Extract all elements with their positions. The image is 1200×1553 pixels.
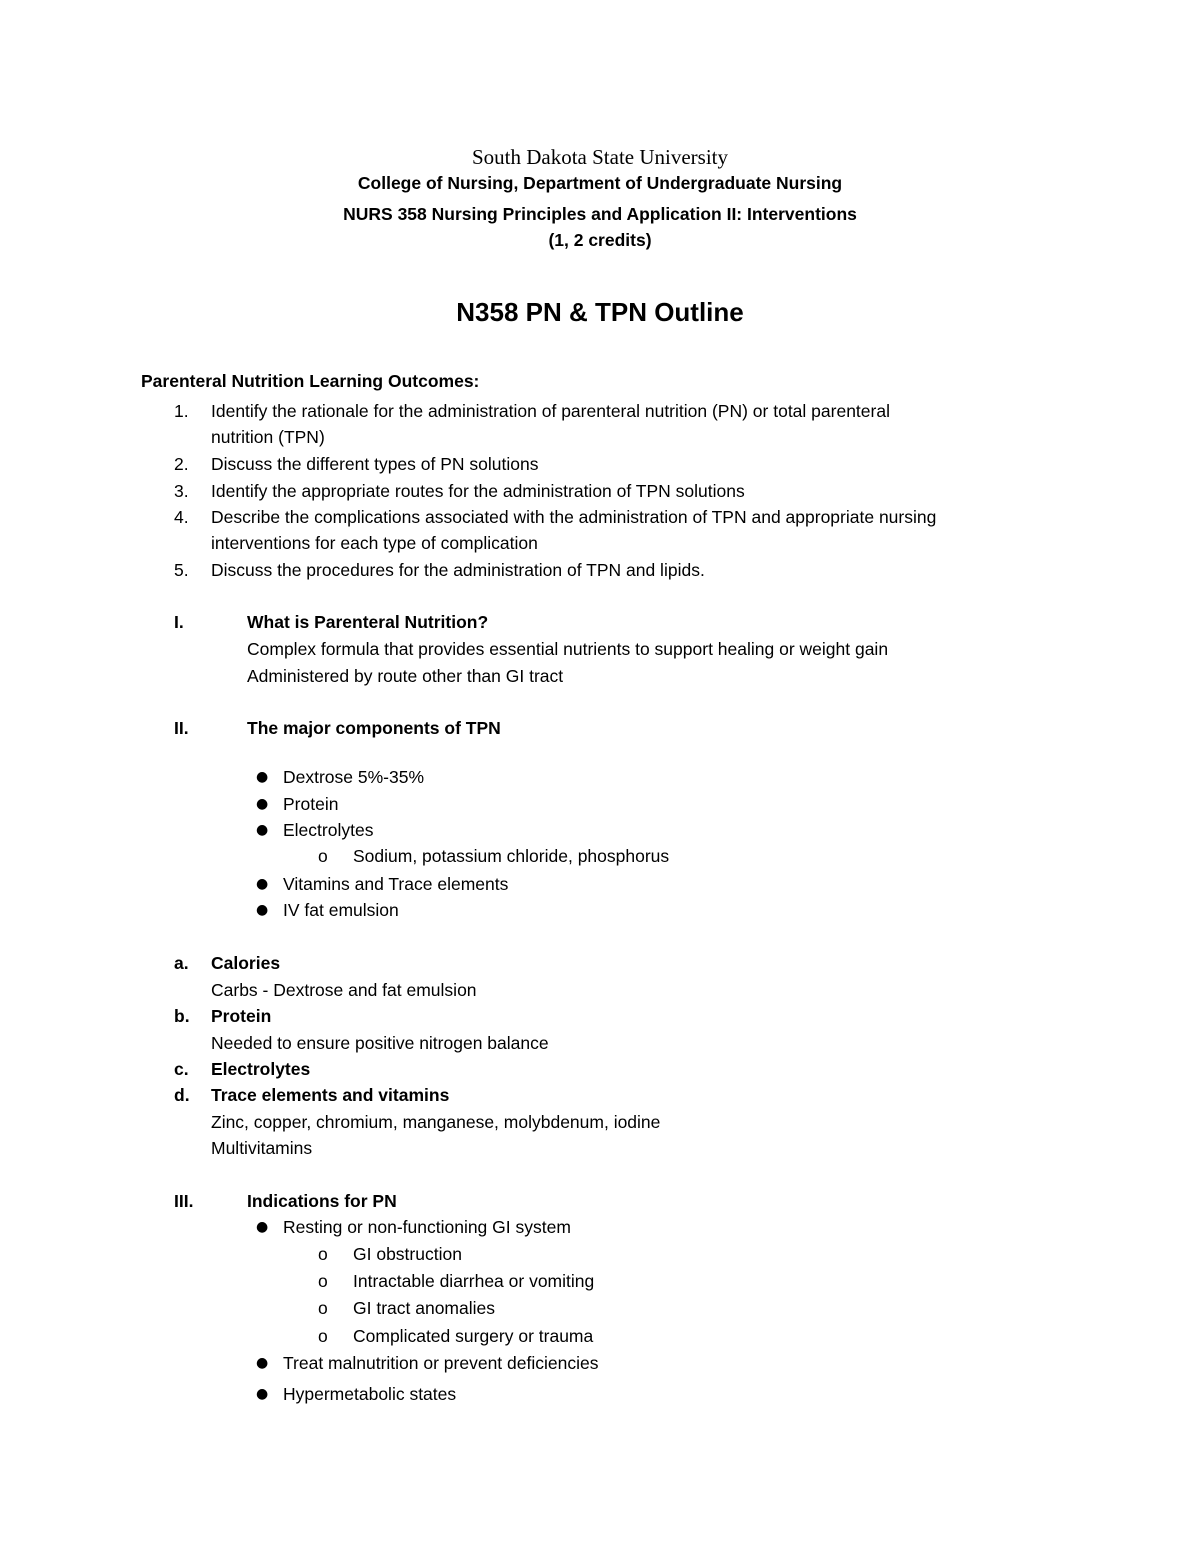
outcome-text-cont: nutrition (TPN) xyxy=(211,427,325,447)
sub-list-item: GI obstruction xyxy=(353,1244,462,1264)
section-text: Complex formula that provides essential nutrients to support healing or weight gain xyxy=(247,639,889,659)
letter-marker: d. xyxy=(174,1085,190,1105)
outcome-text-cont: interventions for each type of complication xyxy=(211,533,538,553)
course-title: NURS 358 Nursing Principles and Application II: Interventions xyxy=(343,204,857,224)
sub-bullet-marker: o xyxy=(318,1326,328,1346)
bullet-icon: ● xyxy=(256,876,269,892)
outcome-text: Discuss the different types of PN solutions xyxy=(211,454,539,474)
subsection-heading: Protein xyxy=(211,1006,272,1026)
section-heading: The major components of TPN xyxy=(247,718,501,738)
section-numeral: II. xyxy=(174,718,189,738)
subsection-heading: Trace elements and vitamins xyxy=(211,1085,450,1105)
list-item: IV fat emulsion xyxy=(283,900,399,920)
list-item: Dextrose 5%-35% xyxy=(283,767,425,787)
outcomes-heading: Parenteral Nutrition Learning Outcomes: xyxy=(141,371,480,391)
outcome-number: 5. xyxy=(174,560,189,580)
subsection-heading: Electrolytes xyxy=(211,1059,311,1079)
section-numeral: I. xyxy=(174,612,184,632)
section-numeral: III. xyxy=(174,1191,194,1211)
subsection-heading: Calories xyxy=(211,953,281,973)
list-item: Vitamins and Trace elements xyxy=(283,874,509,894)
section-text: Administered by route other than GI tract xyxy=(247,666,564,686)
letter-marker: c. xyxy=(174,1059,189,1079)
sub-list-item: Complicated surgery or trauma xyxy=(353,1326,594,1346)
course-credits: (1, 2 credits) xyxy=(548,230,652,250)
bullet-icon: ● xyxy=(256,902,269,918)
bullet-icon: ● xyxy=(256,1355,269,1371)
subsection-text: Zinc, copper, chromium, manganese, molybdenum, iodine xyxy=(211,1112,661,1132)
bullet-icon: ● xyxy=(256,769,269,785)
sub-bullet-marker: o xyxy=(318,846,328,866)
sub-list-item: GI tract anomalies xyxy=(353,1298,495,1318)
bullet-icon: ● xyxy=(256,1386,269,1402)
bullet-icon: ● xyxy=(256,822,269,838)
subsection-text: Carbs - Dextrose and fat emulsion xyxy=(211,980,477,1000)
subsection-text: Needed to ensure positive nitrogen balance xyxy=(211,1033,549,1053)
sub-list-item: Sodium, potassium chloride, phosphorus xyxy=(353,846,670,866)
college-name: College of Nursing, Department of Undergraduate Nursing xyxy=(357,173,843,193)
sub-bullet-marker: o xyxy=(318,1298,328,1318)
list-item: Resting or non-functioning GI system xyxy=(283,1217,571,1237)
list-item: Electrolytes xyxy=(283,820,374,840)
outcome-text: Identify the rationale for the administration of parenteral nutrition (PN) or total parenteral xyxy=(211,401,890,421)
sub-bullet-marker: o xyxy=(318,1271,328,1291)
outcome-number: 1. xyxy=(174,401,189,421)
university-name: South Dakota State University xyxy=(471,145,729,169)
outcome-number: 4. xyxy=(174,507,189,527)
letter-marker: a. xyxy=(174,953,189,973)
sub-bullet-marker: o xyxy=(318,1244,328,1264)
sub-list-item: Intractable diarrhea or vomiting xyxy=(353,1271,595,1291)
list-item: Protein xyxy=(283,794,339,814)
outcome-text: Discuss the procedures for the administration of TPN and lipids. xyxy=(211,560,705,580)
outcome-text: Identify the appropriate routes for the administration of TPN solutions xyxy=(211,481,745,501)
section-heading: Indications for PN xyxy=(247,1191,397,1211)
letter-marker: b. xyxy=(174,1006,190,1026)
subsection-text: Multivitamins xyxy=(211,1138,313,1158)
bullet-icon: ● xyxy=(256,1219,269,1235)
list-item: Treat malnutrition or prevent deficiencies xyxy=(283,1353,599,1373)
document-title: N358 PN & TPN Outline xyxy=(456,297,744,327)
section-heading: What is Parenteral Nutrition? xyxy=(247,612,489,632)
outcome-number: 3. xyxy=(174,481,189,501)
outcome-number: 2. xyxy=(174,454,189,474)
bullet-icon: ● xyxy=(256,796,269,812)
outcome-text: Describe the complications associated with the administration of TPN and appropriate nursing xyxy=(211,507,937,527)
list-item: Hypermetabolic states xyxy=(283,1384,457,1404)
